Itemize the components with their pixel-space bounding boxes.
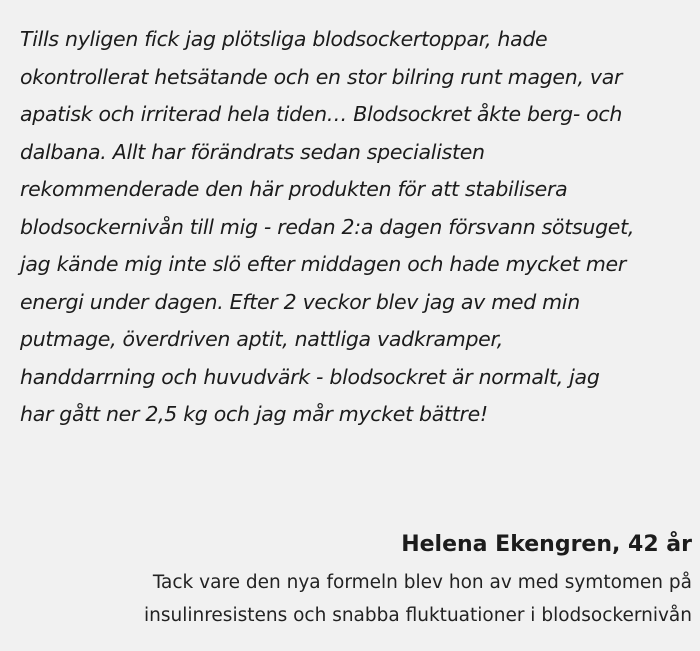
quote-line: blodsockernivån till mig - redan 2:a dagen försvann sötsuget, [20, 214, 635, 239]
quote-line: har gått ner 2,5 kg och jag mår mycket bättre! [20, 402, 488, 426]
quote-line: handdarrning och huvudvärk - blodsockret är normalt, jag [20, 364, 600, 389]
quote-line: jag kände mig inte slö efter middagen och hade mycket mer [20, 252, 626, 276]
quote-line: apatisk och irriterad hela tiden… Blodsockret åkte berg- och [20, 102, 623, 126]
caption-line: insulinresistens och snabba fluktuationer i blodsockernivån [143, 605, 692, 626]
testimonial-caption [52, 566, 692, 632]
quote-line: okontrollerat hetsätande och en stor bilring runt magen, var [20, 64, 623, 89]
testimonial-author: Helena Ekengren, 42 år [401, 532, 692, 557]
testimonial-quote [20, 21, 688, 434]
caption-line: Tack vare den nya formeln blev hon av med symtomen på [152, 572, 692, 593]
quote-line: Tills nyligen fick jag plötsliga blodsockertoppar, hade [20, 27, 548, 51]
quote-line: energi under dagen. Efter 2 veckor blev jag av med min [20, 289, 580, 314]
quote-line: rekommenderade den här produkten för att stabilisera [20, 177, 568, 201]
quote-line: dalbana. Allt har förändrats sedan specialisten [20, 139, 485, 164]
quote-line: putmage, överdriven aptit, nattliga vadkramper, [20, 327, 503, 351]
